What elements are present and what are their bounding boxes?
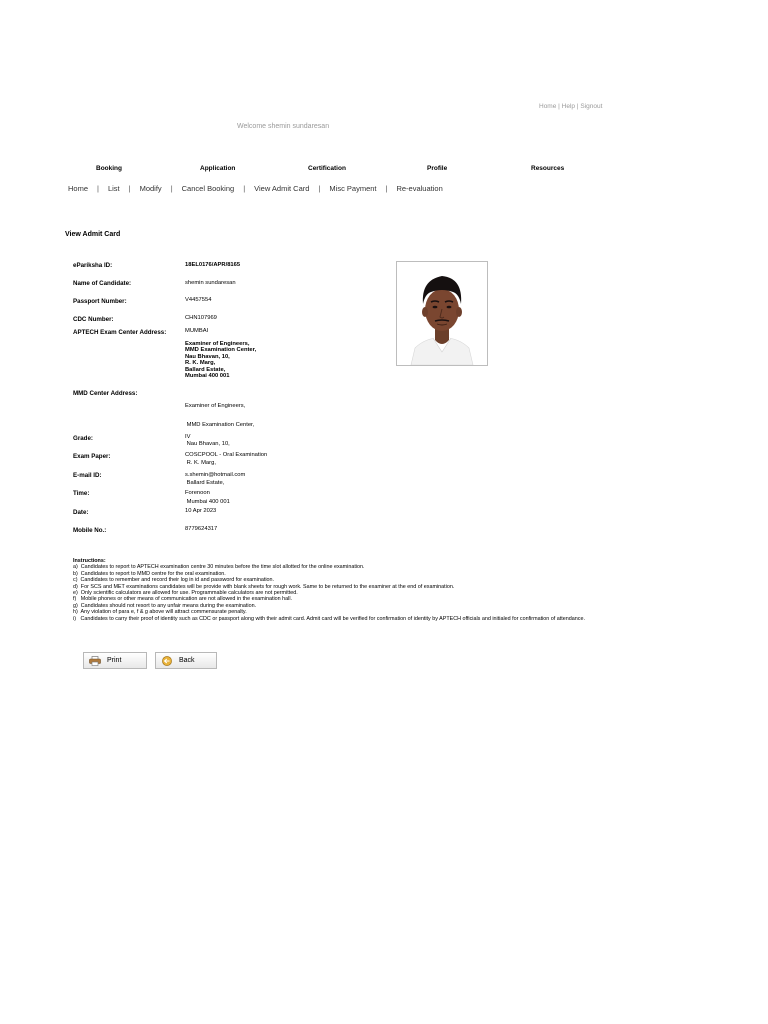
aptech-center-label: APTECH Exam Center Address: bbox=[73, 329, 167, 336]
date-label: Date: bbox=[73, 509, 89, 516]
printer-icon bbox=[89, 656, 101, 666]
candidate-name-value: shemin sundaresan bbox=[185, 280, 236, 286]
subnav-home[interactable]: Home bbox=[68, 184, 89, 193]
back-button[interactable] bbox=[155, 652, 217, 669]
candidate-name-label: Name of Candidate: bbox=[73, 280, 132, 287]
separator: | bbox=[97, 184, 99, 193]
separator: | bbox=[243, 184, 246, 193]
instructions bbox=[73, 558, 585, 622]
address-line: Nau Bhavan, 10, bbox=[185, 441, 230, 448]
instruction-item: b) Candidates to report to MMD centre for the oral examination. bbox=[73, 570, 226, 577]
nav-booking[interactable]: Booking bbox=[96, 165, 122, 172]
candidate-photo bbox=[396, 261, 488, 366]
email-label: E-mail ID: bbox=[73, 472, 102, 479]
address-line: Ballard Estate, bbox=[185, 479, 225, 486]
cdc-value: CHN107969 bbox=[185, 315, 217, 321]
signout-link[interactable]: Signout bbox=[580, 103, 603, 110]
sub-nav bbox=[68, 184, 443, 193]
address-line: R. K. Marg, bbox=[185, 360, 216, 367]
passport-value: V4457554 bbox=[185, 297, 212, 303]
grade-value: IV bbox=[185, 434, 191, 440]
mobile-label: Mobile No.: bbox=[73, 527, 107, 534]
nav-resources[interactable]: Resources bbox=[531, 165, 565, 172]
subnav-re-evaluation[interactable]: Re-evaluation bbox=[396, 184, 443, 193]
address-line: MMD Examination Center, bbox=[185, 422, 255, 429]
print-button-label: Print bbox=[107, 657, 122, 664]
email-value: s.shemin@hotmail.com bbox=[185, 472, 246, 478]
date-value: 10 Apr 2023 bbox=[185, 508, 217, 514]
instructions-title: Instructions: bbox=[73, 558, 106, 564]
page-title: View Admit Card bbox=[65, 231, 121, 238]
address-line: MMD Examination Center, bbox=[185, 347, 257, 354]
back-arrow-icon bbox=[161, 656, 173, 666]
exam-paper-value: COSCPOOL - Oral Examination bbox=[185, 452, 268, 458]
candidate-portrait bbox=[397, 262, 487, 365]
aptech-center-address bbox=[185, 341, 256, 379]
passport-label: Passport Number: bbox=[73, 298, 127, 305]
address-line: Mumbai 400 001 bbox=[185, 373, 230, 380]
subnav-misc-payment[interactable]: Misc Payment bbox=[329, 184, 377, 193]
address-line: Ballard Estate, bbox=[185, 366, 226, 373]
address-line: Examiner of Engineers, bbox=[185, 402, 246, 409]
subnav-cancel-booking[interactable]: Cancel Booking bbox=[181, 184, 235, 193]
aptech-center-city: MUMBAI bbox=[185, 328, 209, 334]
epariksha-id-value: 18EL0176/APR/8165 bbox=[185, 262, 241, 268]
home-link[interactable]: Home bbox=[539, 103, 557, 110]
separator: | bbox=[128, 184, 131, 193]
welcome-message: Welcome shemin sundaresan bbox=[237, 123, 330, 130]
epariksha-id-label: eParíksha ID: bbox=[73, 262, 113, 269]
instruction-item: a) Candidates to report to APTECH examination centre 30 minutes before the time slot allotted for the online examination. bbox=[73, 564, 365, 571]
instruction-item: c) Candidates to remember and record their log in id and password for examination. bbox=[73, 577, 275, 584]
separator: | bbox=[385, 184, 388, 193]
time-value: Forenoon bbox=[185, 490, 210, 496]
exam-paper-label: Exam Paper: bbox=[73, 453, 111, 460]
instruction-item: f) Mobile phones or other means of communication are not allowed in the examination hall. bbox=[73, 596, 293, 603]
address-line: Examiner of Engineers, bbox=[185, 341, 250, 347]
separator: | bbox=[576, 103, 579, 110]
grade-label: Grade: bbox=[73, 435, 93, 442]
back-button-label: Back bbox=[179, 657, 195, 664]
instruction-item: h) Any violation of para e, f & g above will attract commensurate penalty. bbox=[73, 609, 247, 616]
address-line: Nau Bhavan, 10, bbox=[185, 353, 230, 360]
nav-certification[interactable]: Certification bbox=[308, 165, 346, 172]
nav-application[interactable]: Application bbox=[200, 165, 236, 172]
instruction-item: d) For SCS and MET examinations candidates will be provide with blank sheets for rough work. Same to be returned to the examiner at the end of examination. bbox=[73, 583, 455, 590]
subnav-view-admit-card[interactable]: View Admit Card bbox=[254, 184, 310, 193]
instruction-item: g) Candidates should not resort to any unfair means during the examination. bbox=[73, 602, 257, 609]
mmd-center-label: MMD Center Address: bbox=[73, 390, 138, 397]
separator: | bbox=[318, 184, 321, 193]
instruction-item: e) Only scientific calculators are allowed for use. Programmable calculators are not permitted. bbox=[73, 590, 298, 597]
nav-profile[interactable]: Profile bbox=[427, 165, 448, 172]
cdc-label: CDC Number: bbox=[73, 316, 114, 323]
address-line: Mumbai 400 001 bbox=[185, 498, 230, 505]
separator: | bbox=[170, 184, 173, 193]
address-line: R. K. Marg, bbox=[185, 460, 216, 467]
mobile-value: 8779624317 bbox=[185, 526, 218, 532]
subnav-modify[interactable]: Modify bbox=[139, 184, 162, 193]
subnav-list[interactable]: List bbox=[107, 184, 120, 193]
separator: | bbox=[558, 103, 560, 110]
instruction-item: i) Candidates to carry their proof of identity such as CDC or passport along with their admit card. Admit card will be verified for confirmation of identity by APTECH officials and initialed for confirmation of attendance. bbox=[73, 615, 585, 622]
help-link[interactable]: Help bbox=[561, 103, 576, 110]
time-label: Time: bbox=[73, 490, 90, 497]
print-button[interactable] bbox=[83, 652, 147, 669]
top-links bbox=[539, 103, 602, 110]
